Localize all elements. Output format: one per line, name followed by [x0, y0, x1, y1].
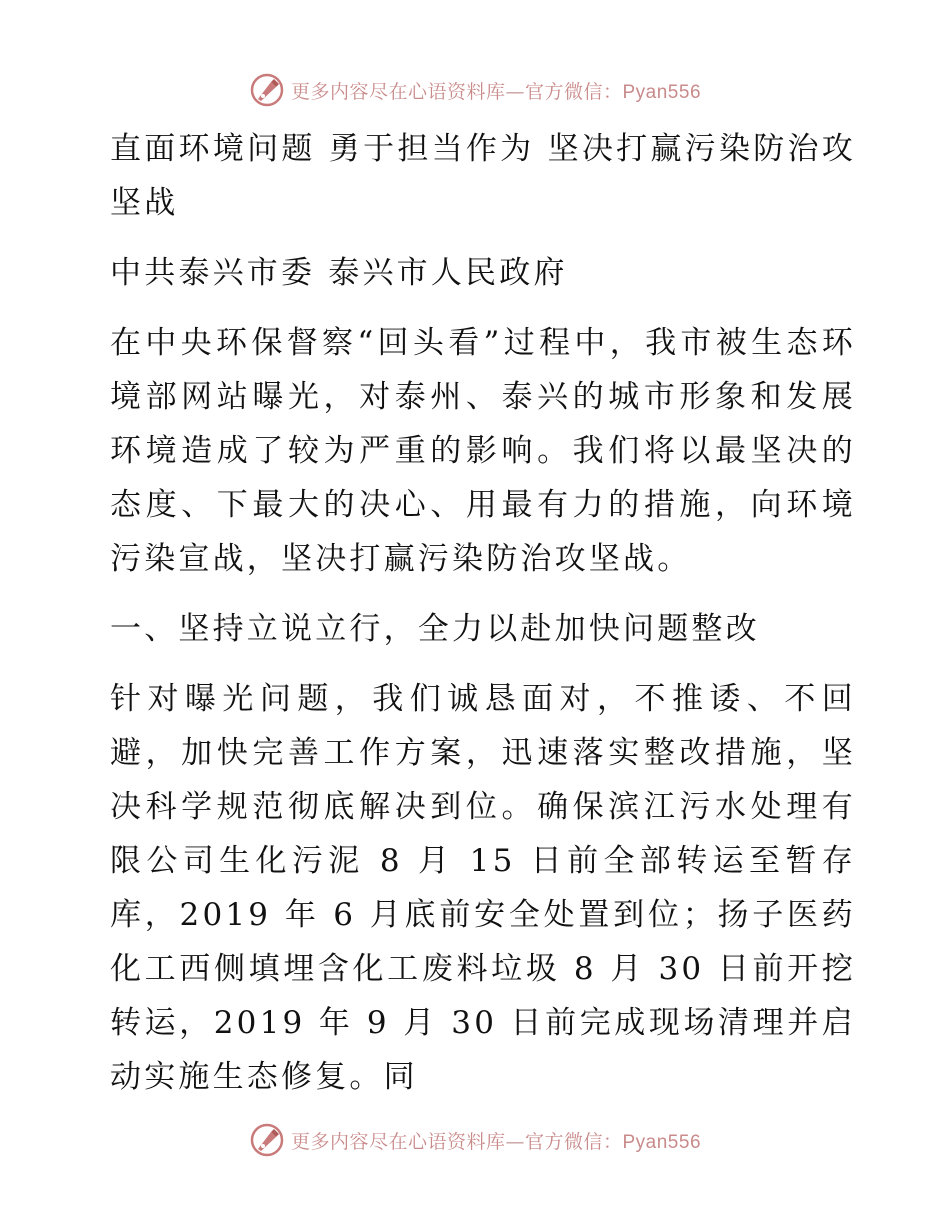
watermark-text: 更多内容尽在心语资料库—官方微信：Pyan556 [290, 80, 702, 103]
section-heading: 一、坚持立说立行，全力以赴加快问题整改 [110, 611, 760, 647]
header-watermark [0, 70, 950, 110]
watermark-text: 更多内容尽在心语资料库—官方微信：Pyan556 [290, 1130, 702, 1153]
pen-nib-logo-icon [249, 72, 285, 108]
document-body [96, 122, 856, 1104]
intro-paragraph: 在中央环保督察“回头看”过程中，我市被生态环境部网站曝光，对泰州、泰兴的城市形象和发展环境造成了较为严重的影响。我们将以最坚决的态度、下最大的决心、用最有力的措施，向环境污染宣战，坚决打赢污染防治攻坚战。 [110, 325, 856, 577]
document-author: 中共泰兴市委 泰兴市人民政府 [110, 255, 568, 291]
footer-watermark [0, 1120, 950, 1160]
document-title: 直面环境问题 勇于担当作为 坚决打赢污染防治攻坚战 [110, 131, 856, 221]
pen-nib-logo-icon [249, 1122, 285, 1158]
section-paragraph: 针对曝光问题，我们诚恳面对，不推诿、不回避，加快完善工作方案，迅速落实整改措施，坚决科学规范彻底解决到位。确保滨江污水处理有限公司生化污泥 8 月 15 日前全部转运至暂存库，2019 年 6 月底前安全处置到位；扬子医药化工西侧填埋含化工废料垃圾 8 月 30 日前开挖转运，2019 年 9 月 30 日前完成现场清理并启动实施生态修复。同 [110, 681, 856, 1095]
